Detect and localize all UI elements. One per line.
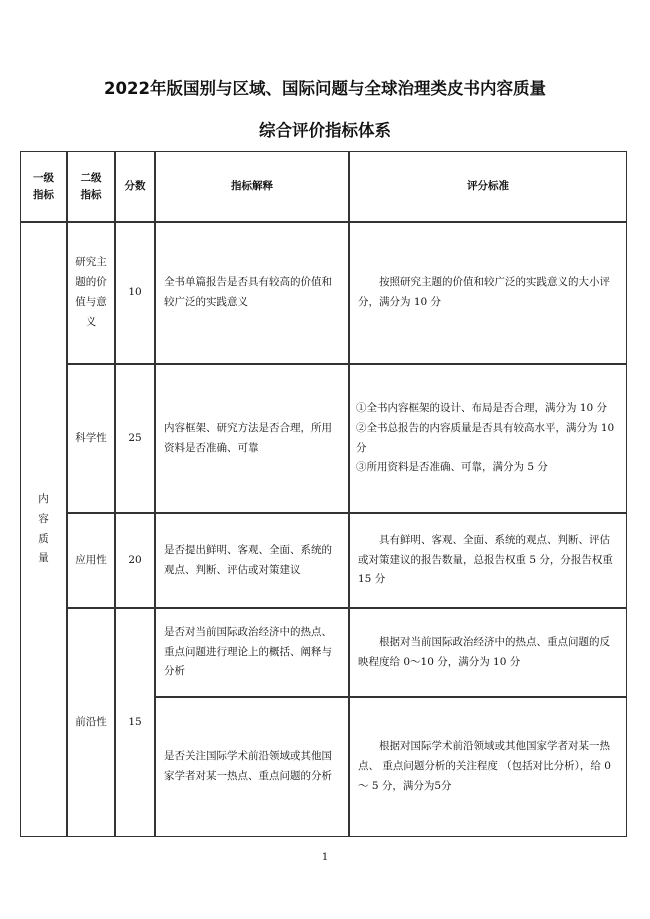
- header-level1: 一级 指标: [20, 151, 67, 222]
- row2-explanation-text: 内容框架、研究方法是否合理，所用资料是否准确、可靠: [164, 421, 332, 454]
- document-subtitle: 综合评价指标体系: [259, 121, 391, 140]
- header-criteria: 评分标准: [349, 151, 627, 222]
- row4b-explanation: [155, 697, 349, 837]
- row1-criteria-text: 按照研究主题的价值和较广泛的实践意义的大小评分，满分为 10 分: [358, 276, 610, 308]
- row1-criteria: [349, 222, 627, 364]
- row3-criteria-text: 具有鲜明、客观、全面、系统的观点、判断、评估或对策建议的报告数量，总报告权重 5 分，分报告权重 15 分: [358, 533, 613, 586]
- row3-explanation-text: 是否提出鲜明、客观、全面、系统的观点、判断、评估或对策建议: [164, 543, 332, 576]
- row4b-criteria-text: 根据对国际学术前沿领域或其他国家学者对某一热点、 重点问题分析的关注程度 （包括对比分析），给 0 ～ 5 分，满分为5分: [358, 740, 611, 792]
- row2-criteria-text: ①全书内容框架的设计、布局是否合理，满分为 10 分 ②全书总报告的内容质量是否具有较高水平，满分为 10 分 ③所用资料是否准确、可靠，满分为 5 分: [356, 401, 615, 474]
- row2-score: 25: [115, 364, 155, 513]
- page-number: 1: [321, 852, 329, 863]
- header-score: 分数: [115, 151, 155, 222]
- header-level2: 二级 指标: [67, 151, 115, 222]
- row4a-criteria: [349, 608, 627, 697]
- row4-level2: 前沿性: [67, 608, 115, 837]
- row4a-explanation-text: 是否对当前国际政治经济中的热点、重点问题进行理论上的概括、阐释与分析: [164, 625, 332, 678]
- evaluation-table: [20, 151, 627, 837]
- row1-explanation: [155, 222, 349, 364]
- row2-criteria: [349, 364, 627, 513]
- row3-explanation: [155, 513, 349, 608]
- row4a-explanation: [155, 608, 349, 697]
- row4-score: 15: [115, 608, 155, 837]
- level1-group-cell: [20, 222, 67, 837]
- row2-explanation: [155, 364, 349, 513]
- header-explanation: 指标解释: [155, 151, 349, 222]
- row2-level2: 科学性: [67, 364, 115, 513]
- row3-score: 20: [115, 513, 155, 608]
- row3-level2: 应用性: [67, 513, 115, 608]
- level1-label: 内容质量: [38, 492, 49, 565]
- row1-level2-text: 研究主题的价值与意义: [75, 256, 107, 328]
- row4b-criteria: [349, 697, 627, 837]
- row1-explanation-text: 全书单篇报告是否具有较高的价值和较广泛的实践意义: [164, 276, 332, 308]
- row4a-criteria-text: 根据对当前国际政治经济中的热点、重点问题的反映程度给 0～10 分，满分为 10 分: [358, 635, 610, 668]
- row3-criteria: [349, 513, 627, 608]
- row1-level2: [67, 222, 115, 364]
- row1-score: 10: [115, 222, 155, 364]
- document-title: 2022年版国别与区域、国际问题与全球治理类皮书内容质量: [104, 79, 546, 98]
- row4b-explanation-text: 是否关注国际学术前沿领域或其他国家学者对某一热点、重点问题的分析: [164, 750, 332, 782]
